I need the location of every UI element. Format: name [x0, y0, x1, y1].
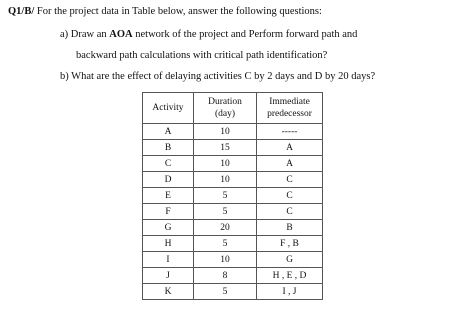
- cell-activity: C: [143, 156, 194, 172]
- cell-predecessor: H , E , D: [257, 268, 323, 284]
- cell-duration: 5: [194, 188, 257, 204]
- cell-predecessor: C: [257, 204, 323, 220]
- table-row: [143, 284, 323, 300]
- header-duration: [194, 93, 257, 124]
- cell-predecessor: C: [257, 188, 323, 204]
- cell-activity: J: [143, 268, 194, 284]
- cell-activity: A: [143, 124, 194, 140]
- part-a-label: a): [60, 29, 69, 40]
- table-header-row: [143, 93, 323, 124]
- cell-duration: 20: [194, 220, 257, 236]
- question-id: Q1/B/: [8, 6, 35, 17]
- cell-duration: 5: [194, 236, 257, 252]
- cell-predecessor: B: [257, 220, 323, 236]
- table-row: [143, 220, 323, 236]
- cell-duration: 10: [194, 124, 257, 140]
- part-b-text: What are the effect of delaying activities C by 2 days and D by 20 days?: [68, 71, 376, 82]
- cell-predecessor: F , B: [257, 236, 323, 252]
- cell-activity: H: [143, 236, 194, 252]
- header-predecessor: [257, 93, 323, 124]
- cell-activity: E: [143, 188, 194, 204]
- cell-activity: G: [143, 220, 194, 236]
- table-row: [143, 124, 323, 140]
- header-predecessor-line2: predecessor: [267, 109, 312, 119]
- table-row: [143, 140, 323, 156]
- header-duration-line1: Duration: [208, 97, 242, 107]
- table-row: [143, 156, 323, 172]
- cell-activity: B: [143, 140, 194, 156]
- part-a-text-pre: Draw an: [68, 29, 110, 40]
- table-row: [143, 204, 323, 220]
- cell-duration: 5: [194, 204, 257, 220]
- cell-predecessor: A: [257, 140, 323, 156]
- cell-duration: 10: [194, 172, 257, 188]
- cell-activity: K: [143, 284, 194, 300]
- table-row: [143, 252, 323, 268]
- cell-activity: D: [143, 172, 194, 188]
- part-a-text-post: network of the project and Perform forward path and: [132, 29, 358, 40]
- table-row: [143, 172, 323, 188]
- table-row: [143, 236, 323, 252]
- part-b-line: [60, 71, 375, 82]
- question-line: [8, 6, 322, 17]
- header-predecessor-line1: Immediate: [269, 97, 310, 107]
- header-duration-line2: (day): [214, 109, 236, 119]
- cell-predecessor: G: [257, 252, 323, 268]
- cell-activity: I: [143, 252, 194, 268]
- part-a-aoa: AOA: [109, 29, 133, 40]
- cell-duration: 5: [194, 284, 257, 300]
- table-row: [143, 188, 323, 204]
- part-a-line-2: backward path calculations with critical path identification?: [76, 50, 328, 61]
- part-a-line-1: [60, 29, 357, 40]
- cell-predecessor: A: [257, 156, 323, 172]
- cell-predecessor: I , J: [257, 284, 323, 300]
- cell-activity: F: [143, 204, 194, 220]
- question-intro: For the project data in Table below, answer the following questions:: [34, 6, 322, 17]
- cell-duration: 8: [194, 268, 257, 284]
- header-activity: Activity: [143, 93, 194, 124]
- cell-duration: 15: [194, 140, 257, 156]
- cell-predecessor: C: [257, 172, 323, 188]
- cell-duration: 10: [194, 252, 257, 268]
- cell-duration: 10: [194, 156, 257, 172]
- part-b-label: b): [60, 71, 69, 82]
- table-row: [143, 268, 323, 284]
- activity-table: [142, 92, 323, 300]
- cell-predecessor: -----: [257, 124, 323, 140]
